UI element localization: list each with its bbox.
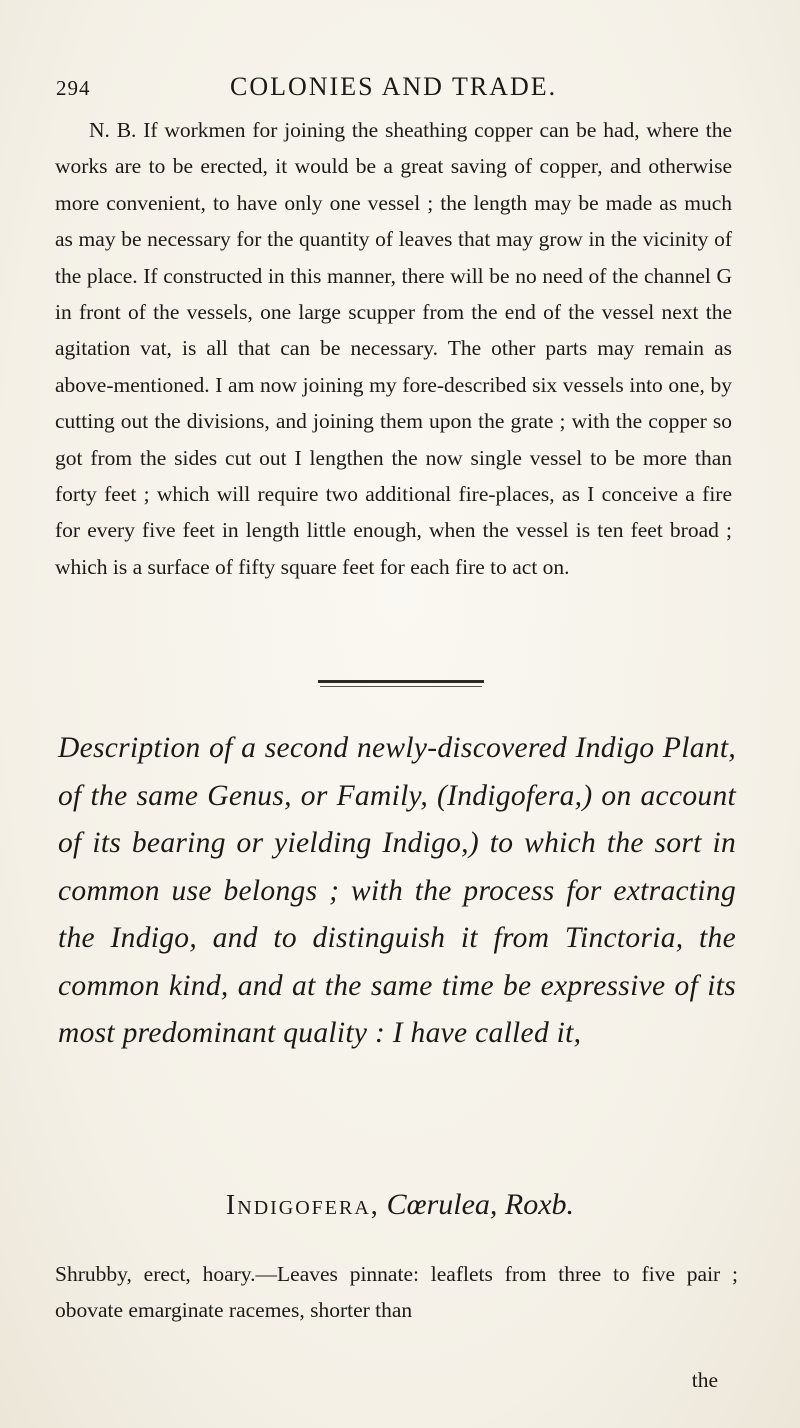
running-head: COLONIES AND TRADE. <box>230 72 558 101</box>
page-number: 294 <box>56 76 91 100</box>
genus-name: Indigofera, <box>225 1190 380 1221</box>
species-name <box>0 1188 800 1222</box>
species-epithet: Cœrulea, Roxb. <box>386 1188 575 1221</box>
page-header <box>56 72 714 112</box>
body-paragraph-nb: N. B. If workmen for joining the sheathing copper can be had, where the works are to be erected, it would be a great saving of copper, and otherwise more convenient, to have only one vessel ; the length may be made as much as may be necessary for the quantity of leaves that may grow in the vicinity of the place. If constructed in this manner, there will be no need of the channel G in front of the vessels, one large scupper from the end of the vessel next the agitation vat, is all that can be necessary. The other parts may remain as above-mentioned. I am now joining my fore-described six vessels into one, by cutting out the divisions, and joining them upon the grate ; with the copper so got from the sides cut out I lengthen the now single vessel to be more than forty feet ; which will require two additional fire-places, as I conceive a fire for every five feet in length little enough, when the vessel is ten feet broad ; which is a surface of fifty square feet for each fire to act on. <box>55 118 732 579</box>
catchword: the <box>691 1368 718 1392</box>
section-divider-rule-thin <box>320 686 482 687</box>
body-paragraph-description: Shrubby, erect, hoary.—Leaves pinnate: leaflets from three to five pair ; obovate emarginate racemes, shorter than <box>55 1262 738 1323</box>
section-heading: Description of a second newly-discovered Indigo Plant, of the same Genus, or Family, (Indigofera,) on account of its bearing or yielding Indigo,) to which the sort in common use belongs ; with the process for extracting the Indigo, and to distinguish it from Tinctoria, the common kind, and at the same time be expressive of its most predominant quality : I have called it, <box>58 732 736 1049</box>
section-divider-rule <box>318 680 484 683</box>
